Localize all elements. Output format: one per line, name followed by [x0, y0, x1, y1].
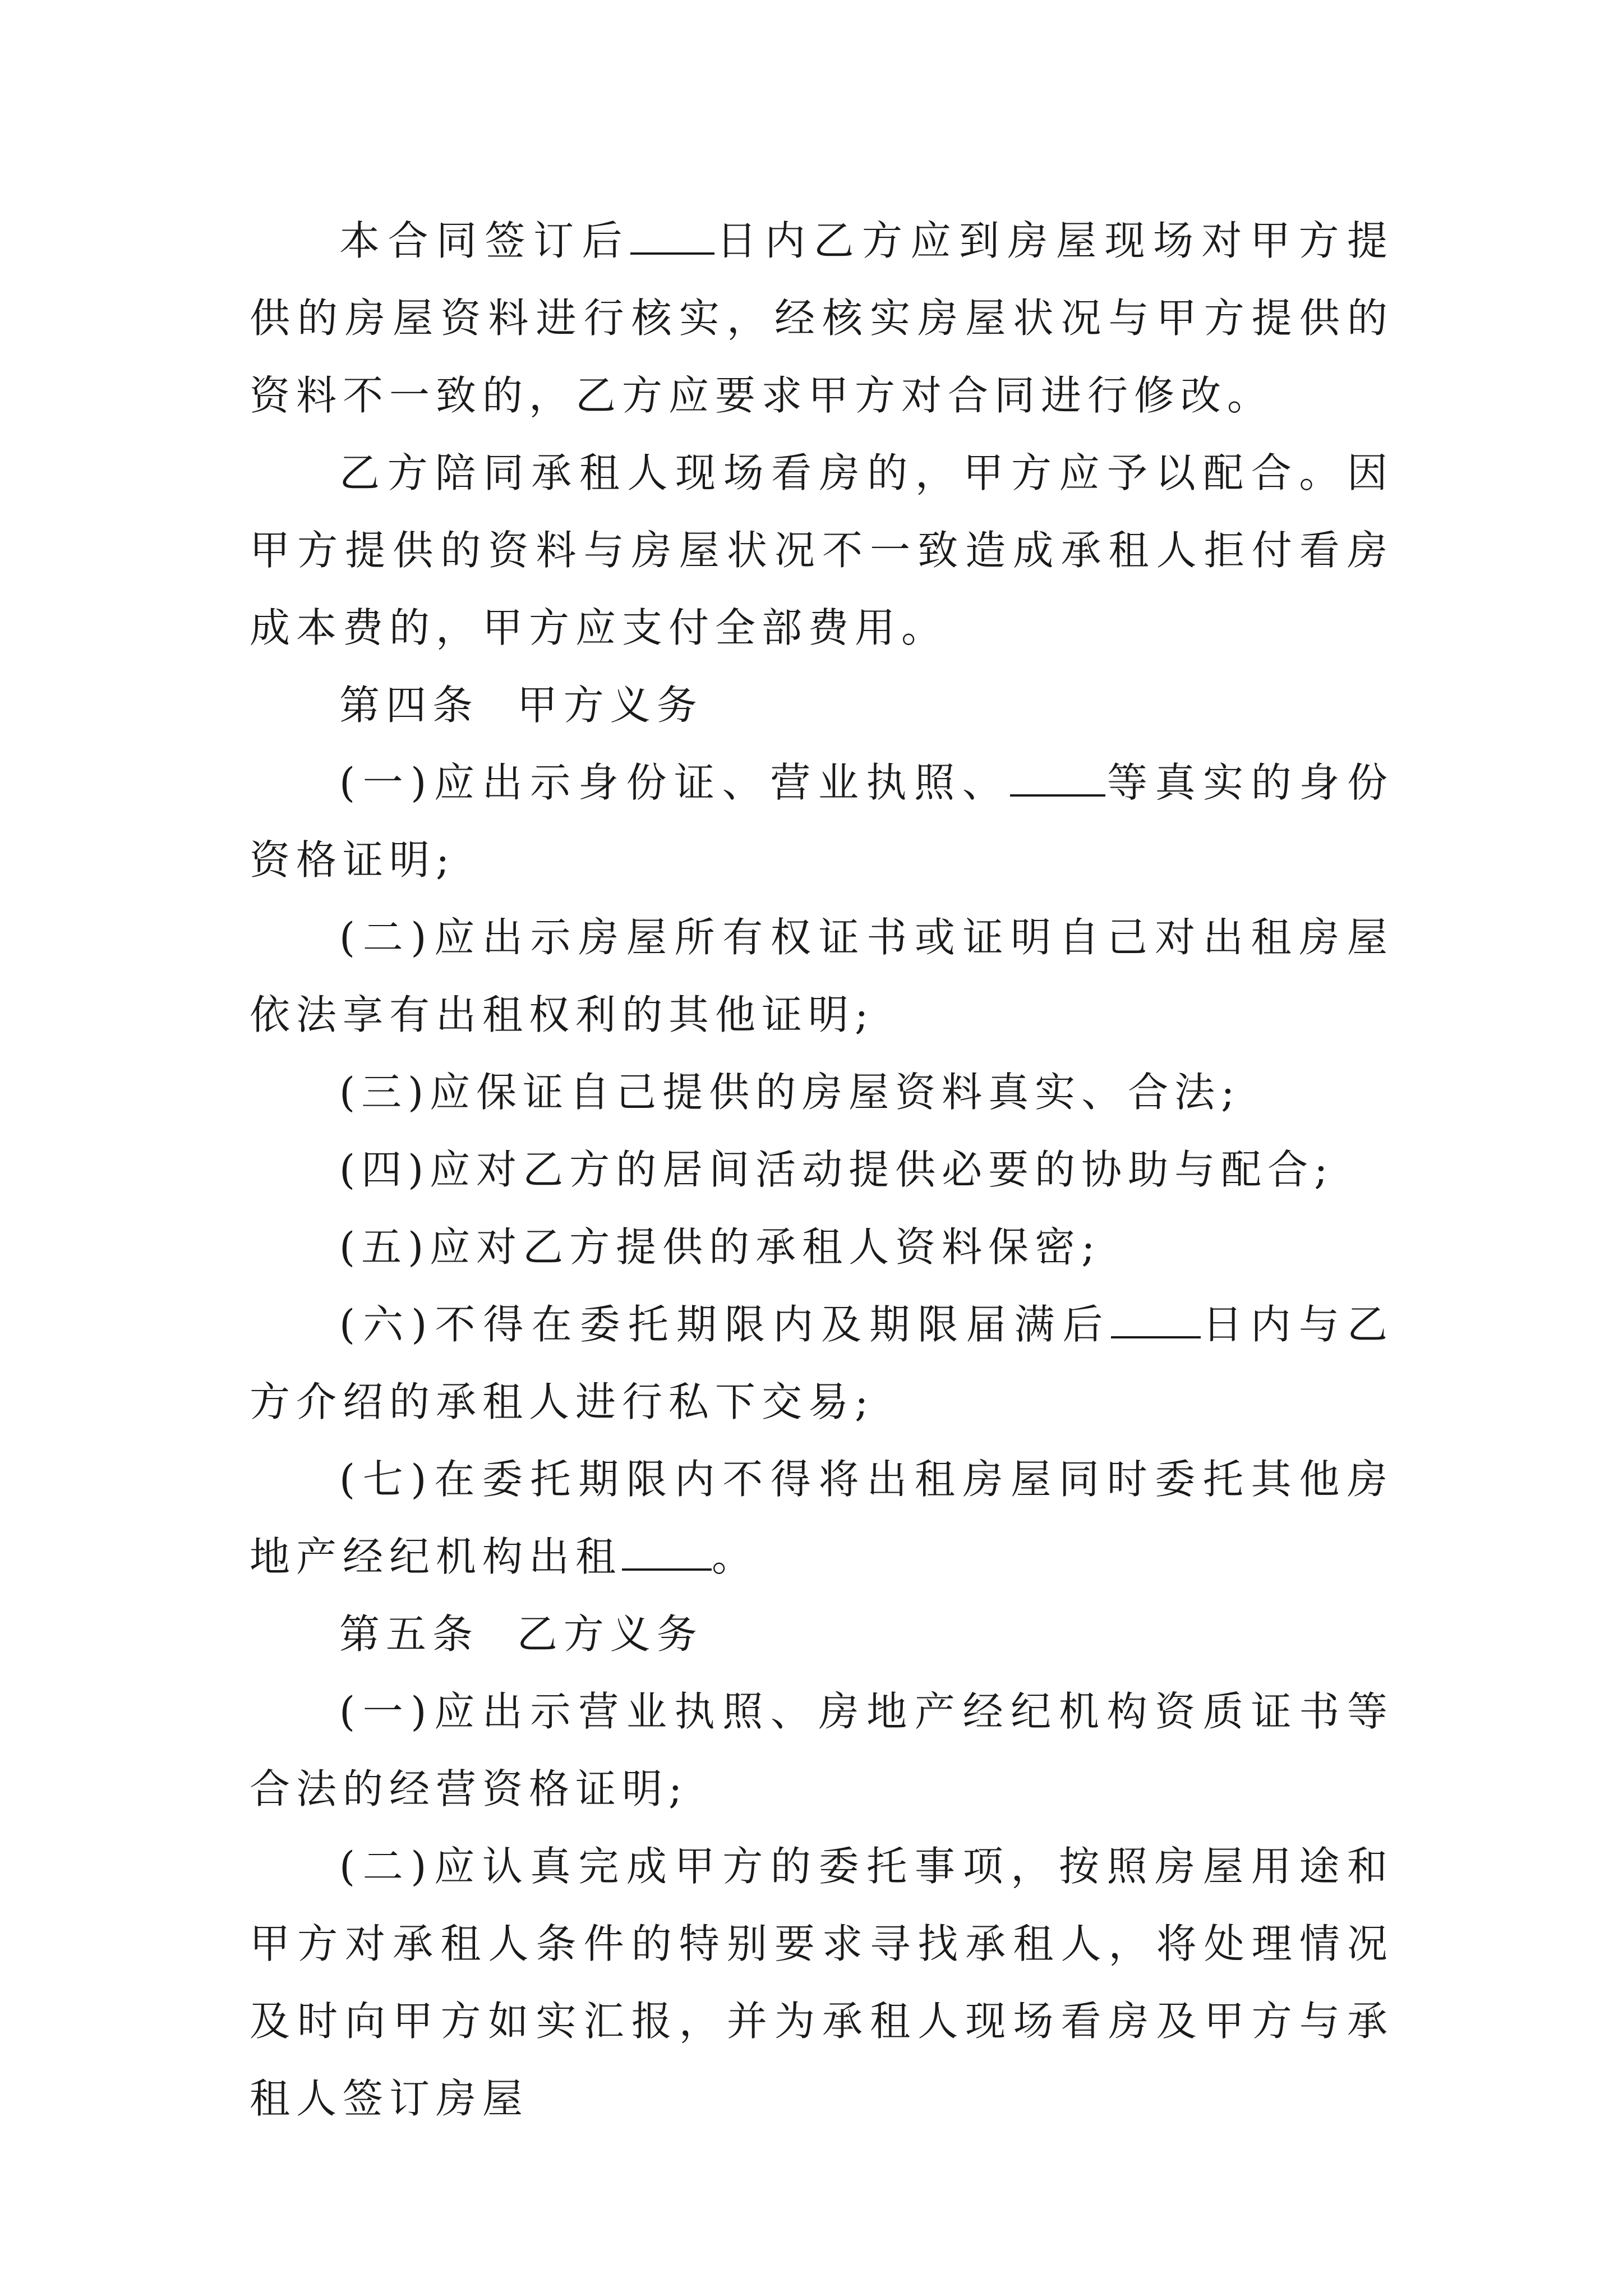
- blank-days-field: [1111, 1304, 1201, 1338]
- document-page: [250, 202, 1394, 2137]
- clause-4-4: (四)应对乙方的居间活动提供必要的协助与配合;: [339, 1146, 1334, 1193]
- text-segment: 本合同签订后: [339, 217, 630, 264]
- blank-field: [622, 1536, 712, 1571]
- text-segment: 。: [712, 1533, 759, 1580]
- paragraph-viewing: 乙方陪同承租人现场看房的，甲方应予以配合。因甲方提供的资料与房屋状况不一致造成承租人拒付看房成本费的，甲方应支付全部费用。: [250, 449, 1394, 651]
- blank-id-field: [1010, 762, 1105, 797]
- article-4-heading: 第四条 甲方义务: [339, 682, 703, 729]
- clause-4-1: [250, 744, 1394, 899]
- text-segment: (一)应出示身份证、营业执照、: [339, 759, 1011, 806]
- text-segment: (七)在委托期限内不得将出租房屋同时委托其他房地产经纪机构出租: [250, 1456, 1394, 1580]
- clause-4-5: (五)应对乙方提供的承租人资料保密;: [339, 1223, 1101, 1271]
- clause-4-7: [250, 1441, 1394, 1595]
- clause-4-3: (三)应保证自己提供的房屋资料真实、合法;: [339, 1069, 1241, 1116]
- article-5-heading: 第五条 乙方义务: [339, 1611, 703, 1658]
- text-segment: 日内与乙方介绍的承租人进行私下交易;: [250, 1301, 1394, 1425]
- clause-5-2: (二)应认真完成甲方的委托事项，按照房屋用途和甲方对承租人条件的特别要求寻找承租人，将处理情况及时向甲方如实汇报，并为承租人现场看房及甲方与承租人签订房屋: [250, 1843, 1394, 2122]
- clause-4-6: [250, 1286, 1394, 1441]
- blank-days-field: [630, 220, 714, 255]
- paragraph-inspection: [250, 202, 1394, 434]
- text-segment: 日内乙方应到房屋现场对甲方提供的房屋资料进行核实，经核实房屋状况与甲方提供的资料不一致的，乙方应要求甲方对合同进行修改。: [250, 217, 1394, 419]
- text-segment: (六)不得在委托期限内及期限届满后: [339, 1301, 1111, 1348]
- text-segment: 等真实的身份资格证明;: [250, 759, 1394, 884]
- clause-4-2: (二)应出示房屋所有权证书或证明自己对出租房屋依法享有出租权利的其他证明;: [250, 914, 1394, 1038]
- clause-5-1: (一)应出示营业执照、房地产经纪机构资质证书等合法的经营资格证明;: [250, 1688, 1394, 1812]
